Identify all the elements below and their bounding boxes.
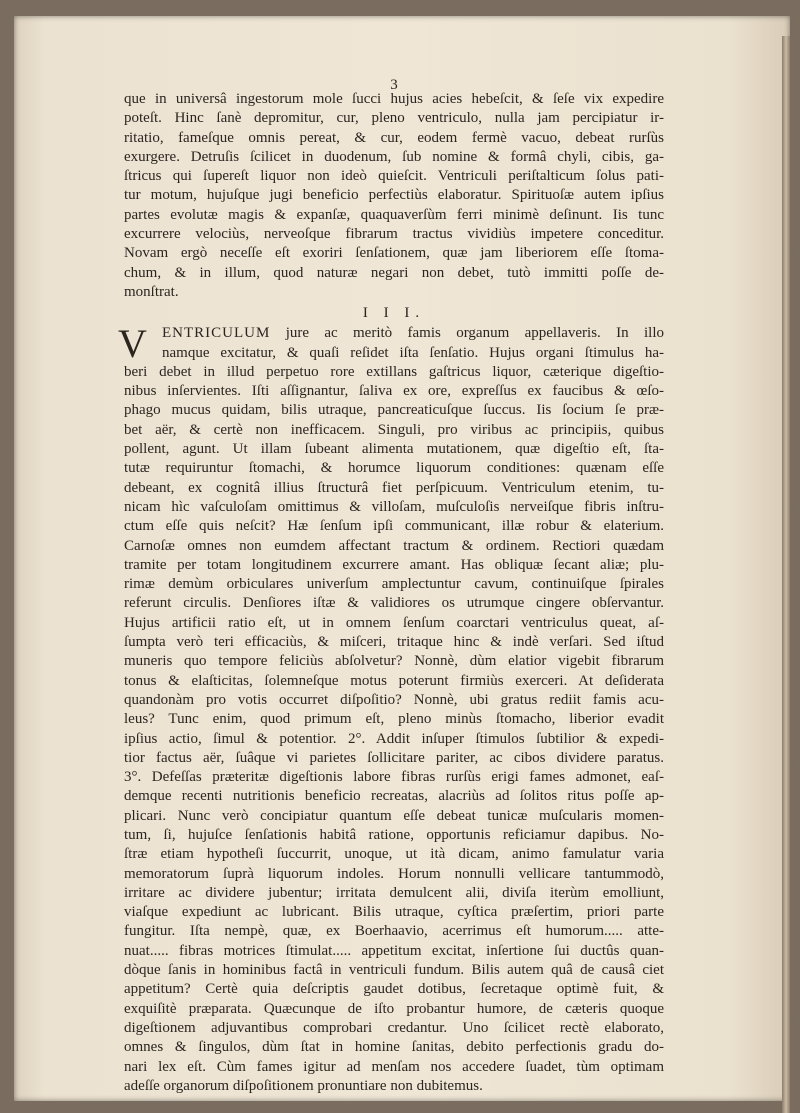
text-line: tramite per totam longitudinem excurrere amant. Has obliquæ ſecant aliæ; plu- xyxy=(124,556,664,573)
text-line: nuat..... fibras motrices ſtimulat..... appetitum excitat, inſertione ſui ductûs quan- xyxy=(124,942,664,959)
text-line: poteſt. Hinc ſanè depromitur, cur, pleno ventriculo, nulla jam percipiatur ir- xyxy=(124,110,664,127)
text-line: memoratorum ſuprà liquorum indoles. Horum nonnulli vellicare tantummodò, xyxy=(124,865,664,882)
text-line: partes evolutæ magis & expanſæ, quaquaverſùm ferri minimè deſinunt. Iis tunc xyxy=(124,206,664,223)
text-line: ctum eſſe quis neſcit? Hæ ſenſum ipſi communicant, illæ robur & elaterium. xyxy=(124,518,664,535)
text-line: tum, ſi, hujuſce ſenſationis habitâ ratione, opportunis reficiamur dapibus. No- xyxy=(124,826,664,843)
text-line: 3°. Defeſſas præteritæ digeſtionis labore fibras rurſùs erigi fames admonet, eaſ- xyxy=(124,769,664,786)
text-line: beri debet in illud perpetuo rore extillans gaſtricus liquor, cæterique digeſtio- xyxy=(124,363,664,380)
paragraph-continued xyxy=(124,90,664,302)
text-line: Carnoſæ omnes non eumdem affectant tractum & ordinem. Rectiori quædam xyxy=(124,537,664,554)
text-line: appetitum? Certè quia deſcriptis gaudet dotibus, ſecretaque optimè fuit, & xyxy=(124,981,664,998)
text-line: quandonàm pro votis occurret diſpoſitio? Nonnè, ubi gratus rediit famis acu- xyxy=(124,691,664,708)
section-number: I I I. xyxy=(362,305,426,322)
text-line: ritatio, fameſque omnis pereat, & cur, eodem fermè vacuo, debeat rurſùs xyxy=(124,129,664,146)
text-line xyxy=(124,324,664,343)
text-line: monſtrat. xyxy=(124,283,179,300)
text-line: adeſſe organorum diſpoſitionem pronuntiare non dubitemus. xyxy=(124,1077,483,1094)
text-line: dòque ſanis in hominibus factâ in ventriculi fundum. Bilis autem quâ de causâ ciet xyxy=(124,962,664,979)
text-line: digeſtionem adjuvantibus comprobari credantur. Uno ſcilicet rectè elaborato, xyxy=(124,1019,664,1036)
line-rest: jure ac meritò famis organum appellaveris. In illo xyxy=(285,325,664,342)
caps-word: ENTRICULUM xyxy=(162,325,271,342)
text-line: fungitur. Iſta nempè, quæ, ex Boerhaavio, acerrimus eſt humorum..... atte- xyxy=(124,923,664,940)
page-body xyxy=(118,77,664,1096)
text-line: viaſque expediunt ac lubricant. Bilis utraque, cyſtica præſertim, priori parte xyxy=(124,904,664,921)
text-line: omnes & ſingulos, dùm ſtat in homine ſanitas, debito perfectionis gradu do- xyxy=(124,1039,664,1056)
text-line: plicari. Nunc verò concipiatur quantum eſſe debeat tunicæ muſcularis momen- xyxy=(124,807,664,824)
text-line: Novam ergò neceſſe eſt exoriri ſenſationem, quæ jam liberiorem eſſe ſtoma- xyxy=(124,245,664,262)
text-line: leus? Tunc enim, quod primum eſt, pleno minùs ſtomacho, liberior evadit xyxy=(124,711,664,728)
text-line: demque recenti nutritionis beneficio recreatas, alacriùs ad ſolitos ritus poſſe ap- xyxy=(124,788,664,805)
text-line: nari lex eſt. Cùm fames igitur ad menſam nos accedere ſuadet, tùm optimam xyxy=(124,1058,664,1075)
text-line: rimæ demùm orbiculares univerſum amplectuntur cavum, continuiſque ſpirales xyxy=(124,576,664,593)
page-sheet xyxy=(14,16,790,1101)
text-line: tior factus aër, ſuâque vi parietes ſollicitare pariter, ac cibos dividere paratus. xyxy=(124,749,664,766)
text-line: nicam hìc vaſculoſam omittimus & villoſam, muſculoſis nerveiſque fibris inſtru- xyxy=(124,498,664,515)
text-line: chum, & in illum, quod naturæ negari non debet, tutò immitti poſſe de- xyxy=(124,264,664,281)
text-line: ſtræ etiam hypotheſi ſuccurrit, unoque, ut ità dicam, animo famulatur varia xyxy=(124,846,664,863)
text-line: muneris quo tempore feliciùs abſolvetur? Nonnè, dùm elatior vigebit fibrarum xyxy=(124,653,664,670)
text-line: namque excitatur, & quaſi reſidet iſta ſenſatio. Hujus organi ſtimulus ha- xyxy=(162,344,664,361)
text-line: pollent, agunt. Ut illam ſubeant alimenta mutationem, quæ digeſtio eſt, ſta- xyxy=(124,441,664,458)
text-line: tonus & elaſticitas, ſolemneſque motus poterunt firmiùs exerceri. At deſiderata xyxy=(124,672,664,689)
text-line: referunt circulis. Denſiores iſtæ & validiores os utrumque cingere obſervantur. xyxy=(124,595,664,612)
drop-cap: V xyxy=(118,321,147,367)
text-line: ipſius actio, ſimul & potentior. 2°. Addit inſuper ſtimulos ſubtilior & expedi- xyxy=(124,730,664,747)
text-line: exurgere. Detruſis ſcilicet in duodenum, ſub nomine & formâ chyli, cibis, ga- xyxy=(124,148,664,165)
text-line: Hujus artificii ratio eſt, ut in omnem ſenſum coarctari ventriculus queat, aſ- xyxy=(124,614,664,631)
text-line: ſtricus qui ſupereſt liquor non ideò quieſcit. Ventriculi periſtalticum ſolus pati- xyxy=(124,168,664,185)
text-line: tutæ requiruntur ſtomachi, & horumce liquorum conditiones: quænam eſſe xyxy=(124,460,664,477)
page-number: 3 xyxy=(390,77,398,93)
page-edge xyxy=(782,36,790,1113)
text-line: exquiſitè præparata. Quæcunque de iſto probantur humore, de cæteris quoque xyxy=(124,1000,664,1017)
text-line: nibus inſervientes. Iſti aſſignantur, ſaliva ex ore, expreſſus ex faucibus & œſo- xyxy=(124,383,664,400)
text-line: bet aër, & certè non inefficacem. Singuli, pro viribus ac principiis, quibus xyxy=(124,421,664,438)
paragraph-section-3 xyxy=(118,321,664,1096)
text-line: irritare ac dividere jubentur; irritata demulcent alii, diviſa iterùm emolliunt, xyxy=(124,884,664,901)
text-line: tur motum, hujuſque jugi beneficio perfectiùs elaboratur. Spirituoſæ autem ipſius xyxy=(124,187,664,204)
text-line: debeant, ex cognitâ illius ſtructurâ fiet perſpicuum. Ventriculum etenim, tu- xyxy=(124,479,664,496)
text-line: que in universâ ingestorum mole ſucci hujus acies hebeſcit, & ſeſe vix expedire xyxy=(124,91,664,107)
text-line: excurrere velociùs, nerveoſque fibrarum tractus vividiùs impetere conceditur. xyxy=(124,226,664,243)
text-line: ſumpta verò teri efficaciùs, & miſceri, tritaque hinc & indè verſari. Sed iſtud xyxy=(124,634,664,651)
text-line: phago mucus quidam, bilis utraque, pancreaticuſque ſuccus. Iis ſocium ſe præ- xyxy=(124,402,664,419)
